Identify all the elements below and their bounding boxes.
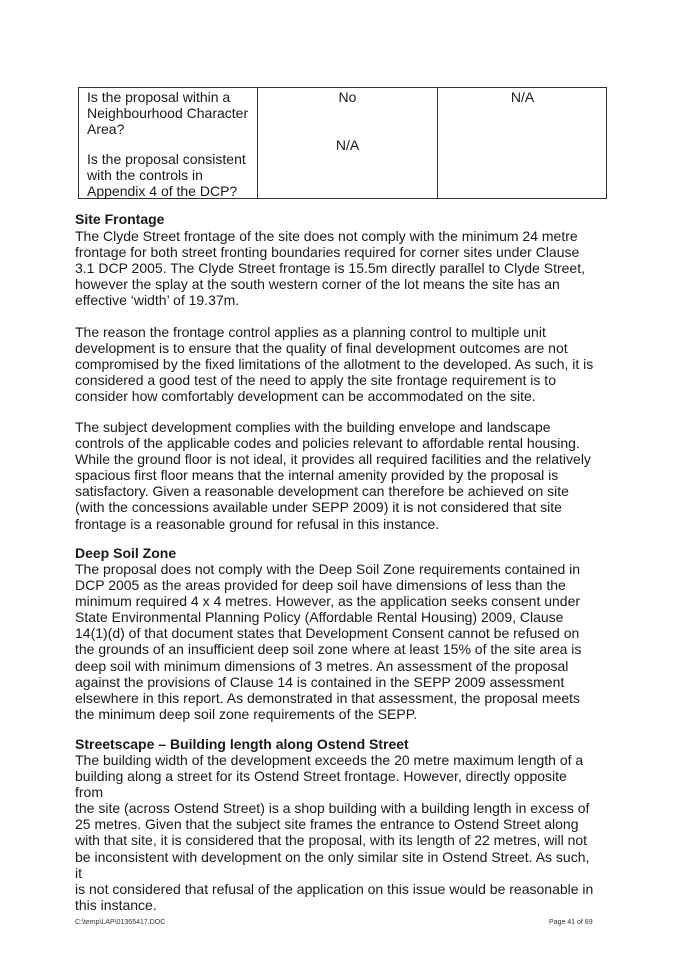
paragraph: The building width of the development exceeds the 20 metre maximum length of a building along a street for its Ostend Street frontage. However, directly opposite from the site (across Ostend Street) is a shop building with a building length in excess of 25 metres. Given that the subject site frames the entrance to Ostend Street along with that site, it is considered that the proposal, with its length of 22 metres, will not be inconsistent with development on the only similar site in Ostend Street. As such, it is not considered that refusal of the application on this issue would be reasonable in this instance. xyxy=(75,752,594,913)
answer-cell: No xyxy=(338,89,357,105)
paragraph: The subject development complies with the building envelope and landscape controls of the applicable codes and policies relevant to affordable rental housing. While the ground floor is not ideal, it provides all required facilities and the relatively spacious first floor means that the internal amenity provided by the proposal is satisfactory. Given a reasonable development can therefore be achieved on site (with the concessions available under SEPP 2009) it is not considered that site frontage is a reasonable ground for refusal in this instance. xyxy=(75,419,591,532)
paragraph: The Clyde Street frontage of the site does not comply with the minimum 24 metre frontage for both street fronting boundaries required for corner sites under Clause 3.1 DCP 2005. The Clyde Street frontage is 15.5m directly parallel to Clyde Street, however the splay at the south western corner of the lot means the site has an effective ‘width’ of 19.37m. xyxy=(75,228,585,309)
section-heading: Site Frontage xyxy=(75,211,165,227)
paragraph: The reason the frontage control applies as a planning control to multiple unit development is to ensure that the quality of final development outcomes are not compromised by the fixed limitations of the allotment to the developed. As such, it is considered a good test of the need to apply the site frontage requirement is to consider how comfortably development can be accommodated on the site. xyxy=(75,324,594,405)
section-heading: Streetscape – Building length along Ostend Street xyxy=(75,736,409,752)
answer-cell: N/A xyxy=(335,137,360,153)
paragraph: The proposal does not comply with the Deep Soil Zone requirements contained in DCP 2005 as the areas provided for deep soil have dimensions of less than the minimum required 4 x 4 metres. However, as the application seeks consent under State Environmental Planning Policy (Affordable Rental Housing) 2009, Clause 14(1)(d) of that document states that Development Consent cannot be refused on the grounds of an insufficient deep soil zone where at least 15% of the site area is deep soil with minimum dimensions of 3 metres. An assessment of the proposal against the provisions of Clause 14 is contained in the SEPP 2009 assessment elsewhere in this report. As demonstrated in that assessment, the proposal meets the minimum deep soil zone requirements of the SEPP. xyxy=(75,561,582,722)
page-number: Page 41 of 69 xyxy=(549,919,593,926)
assessment-table xyxy=(78,87,607,199)
question-cell: Is the proposal consistent with the controls in Appendix 4 of the DCP? xyxy=(87,151,246,199)
section-heading: Deep Soil Zone xyxy=(75,545,177,561)
file-reference: C:\temp\LAP\01365417.DOC xyxy=(75,919,166,926)
comment-cell: N/A xyxy=(510,89,535,105)
question-cell: Is the proposal within a Neighbourhood Character Area? xyxy=(87,89,249,137)
